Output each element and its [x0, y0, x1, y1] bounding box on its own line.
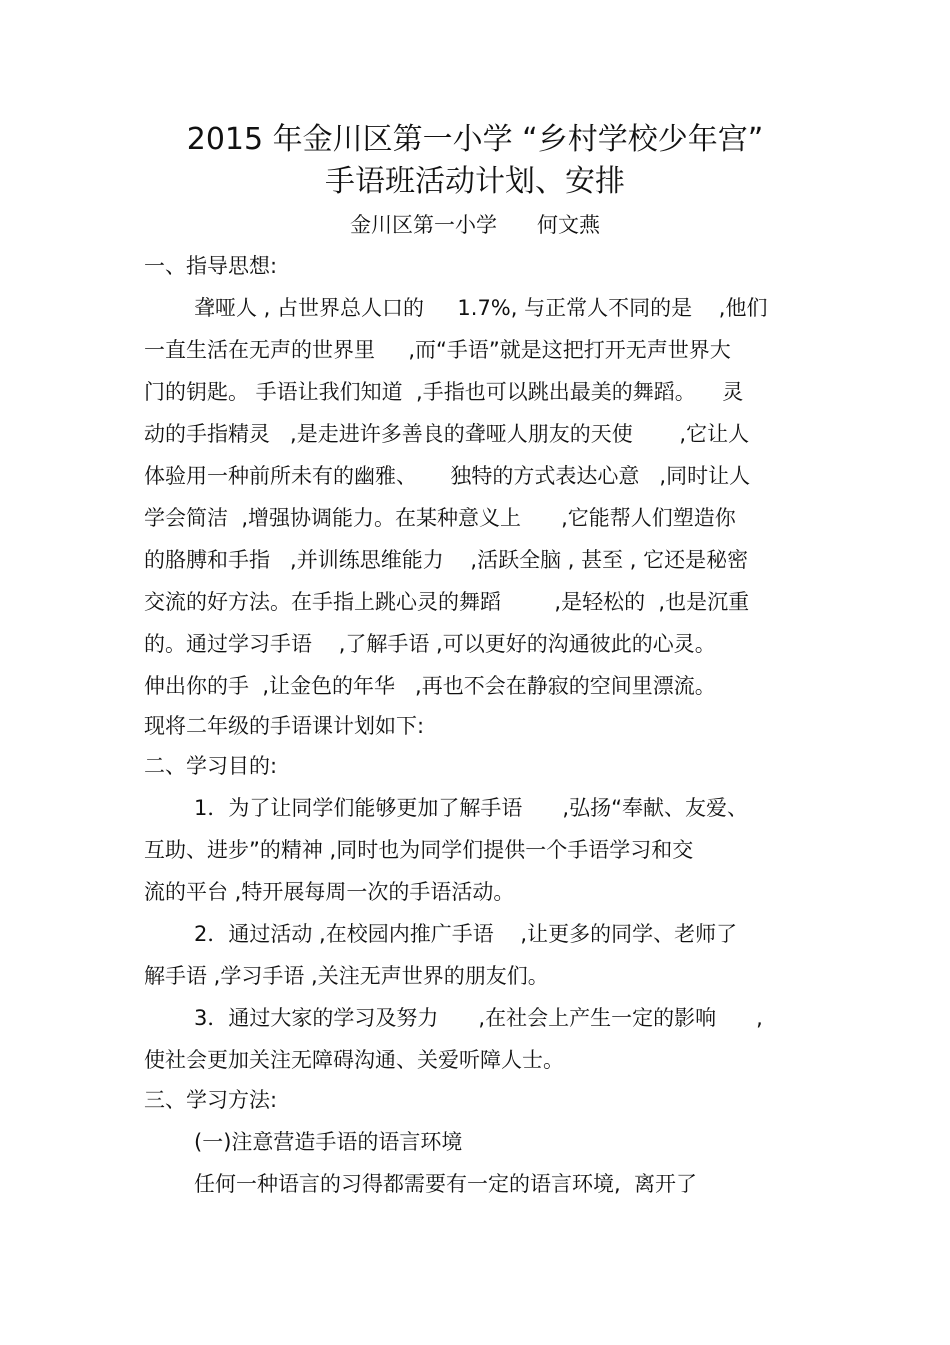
paragraph-line: 交流的好方法。在手指上跳心灵的舞蹈 ,是轻松的 ,也是沉重 [144, 590, 750, 614]
paragraph-line: 动的手指精灵 ,是走进许多善良的聋哑人朋友的天使 ,它让人 [144, 422, 750, 446]
document-author: 金川区第一小学 何文燕 [349, 213, 601, 237]
section-heading-learning-goals: 二、学习目的: [144, 754, 278, 778]
paragraph-line: 互助、进步”的精神 ,同时也为同学们提供一个手语学习和交 [144, 838, 694, 862]
paragraph-line: 一直生活在无声的世界里 ,而“手语”就是这把打开无声世界大 [144, 338, 731, 362]
list-item-goal-3: 3．通过大家的学习及努力 ,在社会上产生一定的影响 , [194, 1006, 763, 1030]
paragraph-line: 流的平台 ,特开展每周一次的手语活动。 [144, 880, 515, 904]
paragraph-line: 聋哑人 , 占世界总人口的 1.7%, 与正常人不同的是 ,他们 [194, 296, 768, 320]
paragraph-line: 任何一种语言的习得都需要有一定的语言环境, 离开了 [194, 1172, 698, 1196]
paragraph-line: 解手语 ,学习手语 ,关注无声世界的朋友们。 [144, 964, 549, 988]
paragraph-line: 伸出你的手 ,让金色的年华 ,再也不会在静寂的空间里漂流。 [144, 674, 716, 698]
section-heading-guiding-thought: 一、指导思想: [144, 254, 278, 278]
list-item-goal-2: 2．通过活动 ,在校园内推广手语 ,让更多的同学、老师了 [194, 922, 738, 946]
paragraph-line: 现将二年级的手语课计划如下: [144, 714, 425, 738]
paragraph-line: 体验用一种前所未有的幽雅、 独特的方式表达心意 ,同时让人 [144, 464, 751, 488]
paragraph-line: 的胳膊和手指 ,并训练思维能力 ,活跃全脑 , 甚至 , 它还是秘密 [144, 548, 749, 572]
paragraph-line: 学会简洁 ,增强协调能力。在某种意义上 ,它能帮人们塑造你 [144, 506, 736, 530]
paragraph-line: 门的钥匙。 手语让我们知道 ,手指也可以跳出最美的舞蹈。 灵 [144, 380, 744, 404]
subsection-heading-language-environment: (一)注意营造手语的语言环境 [194, 1130, 463, 1154]
document-title-line2: 手语班活动计划、安排 [325, 164, 625, 199]
paragraph-line: 使社会更加关注无障碍沟通、关爱听障人士。 [144, 1048, 564, 1072]
paragraph-line: 的。通过学习手语 ,了解手语 ,可以更好的沟通彼此的心灵。 [144, 632, 716, 656]
section-heading-learning-methods: 三、学习方法: [144, 1088, 278, 1112]
list-item-goal-1: 1．为了让同学们能够更加了解手语 ,弘扬“奉献、友爱、 [194, 796, 748, 820]
document-title-line1: 2015 年金川区第一小学 “乡村学校少年宫” [186, 122, 764, 157]
